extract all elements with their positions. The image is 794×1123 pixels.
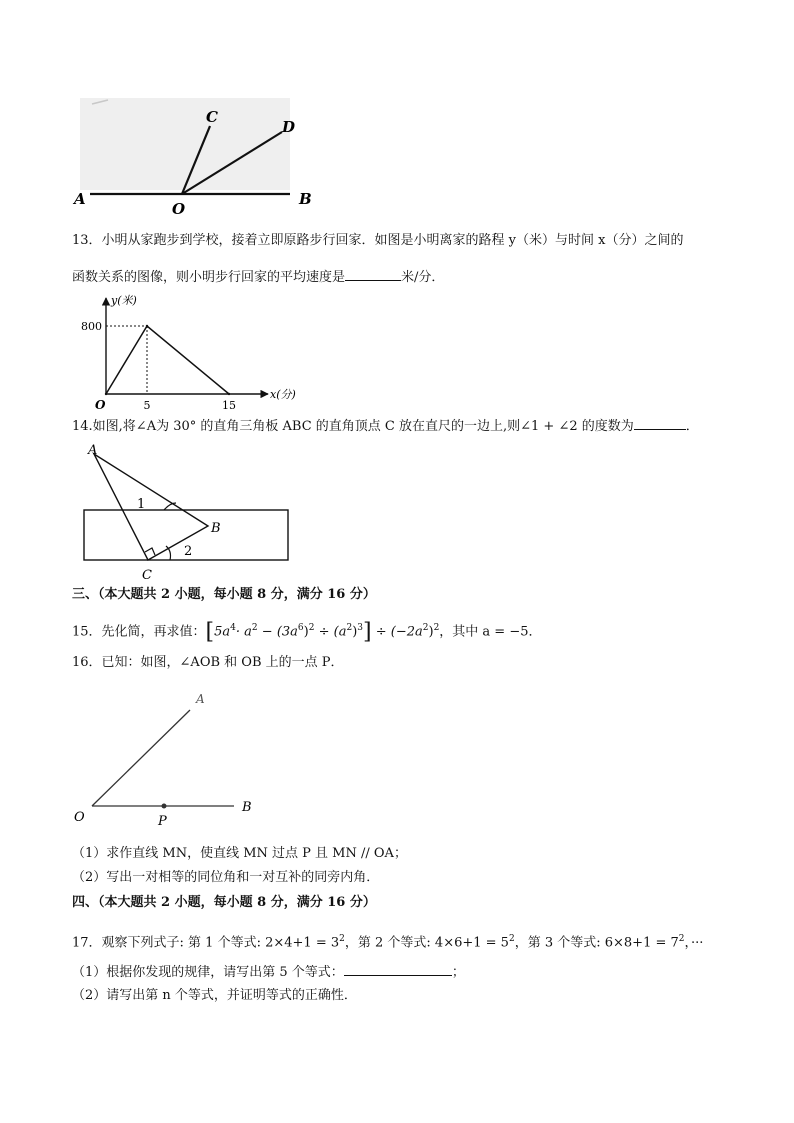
- q14-end: ．: [685, 419, 699, 434]
- x-axis-label: x(分): [270, 388, 296, 401]
- q15-exp6: 3: [357, 623, 363, 633]
- x-tick-label-0: 5: [143, 399, 151, 412]
- q17-part1: [72, 963, 465, 982]
- q13-axes: [81, 294, 296, 412]
- angle-figure: [72, 90, 332, 220]
- section4-title: 四、（本大题共 2 小题，每小题 8 分，满分 16 分）: [72, 895, 376, 910]
- q17-part1-text: （1）根据你发现的规律，请写出第 5 个等式：: [72, 965, 344, 980]
- fig14-label-b: B: [211, 521, 221, 536]
- q15-exp1: 4: [230, 623, 236, 633]
- q15-exp7: 2: [422, 623, 429, 633]
- q15-term5: ÷ (a: [314, 624, 347, 640]
- q15-term4: ): [303, 624, 309, 640]
- q15-exp5: 2: [346, 623, 353, 633]
- data-point-1: [146, 325, 148, 327]
- q17-answer-blank[interactable]: [344, 963, 452, 976]
- q15-suffix: ，其中 a = −5．: [439, 624, 542, 640]
- q17-intro-line: [72, 930, 703, 952]
- ray-oa: [92, 710, 190, 806]
- fig16-label-o: O: [74, 810, 85, 825]
- q15-line: 15．先化简，再求值：$[5a^4\cdot a^2 - (3a^6)^2 \div (a^2)^3] \div (-2a^2)^2$，其中 a = −5．: [72, 619, 542, 645]
- q15-exp4: 2: [308, 623, 315, 633]
- q13-marks: [105, 325, 230, 395]
- q14-answer-blank[interactable]: [634, 417, 686, 430]
- q16-text: 16．已知：如图，∠AOB 和 OB 上的一点 P．: [72, 655, 344, 670]
- section3-title: 三、（本大题共 2 小题，每小题 8 分，满分 16 分）: [72, 587, 376, 602]
- q15-term3: − (3a: [257, 624, 298, 640]
- y-axis-label: y(米): [111, 294, 137, 307]
- point-p: [162, 804, 167, 809]
- q15-exp8: 2: [433, 623, 440, 633]
- q16-angle-figure: [72, 685, 282, 830]
- q15-exp2: 2: [251, 623, 258, 633]
- q15-prefix: 15．先化简，再求值：: [72, 624, 206, 640]
- fig16-label-a: A: [196, 692, 205, 706]
- q14-text: 14.如图,将∠A为 30° 的直角三角板 ABC 的直角顶点 C 放在直尺的一边上,则∠1 + ∠2 的度数为: [72, 419, 634, 434]
- q14-line: [72, 417, 699, 436]
- fig14-angle-2: 2: [184, 544, 193, 559]
- q17-part1-end: ；: [451, 965, 465, 980]
- q17-exp3: 2: [678, 934, 685, 944]
- q15-term7: ÷ (−2a: [371, 624, 423, 640]
- q15-term2: · a: [235, 624, 252, 640]
- q13-line2-text: 函数关系的图像，则小明步行回家的平均速度是: [72, 270, 346, 285]
- label-o: O: [172, 200, 186, 218]
- fig14-label-a: A: [88, 443, 98, 458]
- data-point-2: [228, 393, 230, 395]
- fig16-label-b: B: [242, 800, 252, 815]
- q15-term8: ): [428, 624, 434, 640]
- q14-triangle-ruler-figure: [72, 440, 302, 585]
- x-tick-label-1: 15: [222, 399, 236, 412]
- q17-intro: 17．观察下列式子: 第 1 个等式: 2×4+1 = 3: [72, 935, 340, 951]
- q17-mid1: ，第 2 个等式: 4×6+1 = 5: [344, 935, 509, 951]
- q13-line1: 13．小明从家跑步到学校，接着立即原路步行回家．如图是小明离家的路程 y（米）与时间 x（分）之间的: [72, 233, 684, 248]
- q17-mid2: ，第 3 个等式: 6×8+1 = 7: [514, 935, 679, 951]
- q15-term6: ): [352, 624, 358, 640]
- label-c: C: [206, 108, 218, 126]
- label-a: A: [74, 190, 86, 208]
- fig16-label-p: P: [158, 814, 167, 829]
- right-angle-mark: [145, 548, 155, 555]
- origin-label: O: [95, 398, 106, 412]
- q16-part2: （2）写出一对相等的同位角和一对互补的同旁内角．: [72, 870, 380, 885]
- q17-exp1: 2: [339, 934, 345, 944]
- q15-exp3: 6: [297, 623, 304, 633]
- label-b: B: [299, 190, 312, 208]
- q15-term1: 5a: [214, 624, 231, 640]
- y-tick-label-0: 800: [81, 320, 102, 333]
- data-point-0: [105, 393, 107, 395]
- fig14-angle-1: 1: [137, 497, 146, 512]
- scan-shade: [80, 98, 290, 190]
- fig14-label-c: C: [142, 568, 152, 583]
- q13-answer-blank[interactable]: [345, 268, 401, 281]
- q16-part1: （1）求作直线 MN，使直线 MN 过点 P 且 MN // OA；: [72, 846, 407, 861]
- label-d: D: [282, 118, 296, 136]
- q13-distance-time-graph: [72, 290, 296, 412]
- q13-line2-unit: 米/分．: [401, 270, 445, 285]
- q17-part2: （2）请写出第 n 个等式，并证明等式的正确性．: [72, 988, 357, 1003]
- q17-exp2: 2: [508, 934, 515, 944]
- q13-line2: [72, 268, 444, 287]
- data-series-line: [106, 326, 229, 394]
- q17-tail: ，···: [684, 935, 704, 951]
